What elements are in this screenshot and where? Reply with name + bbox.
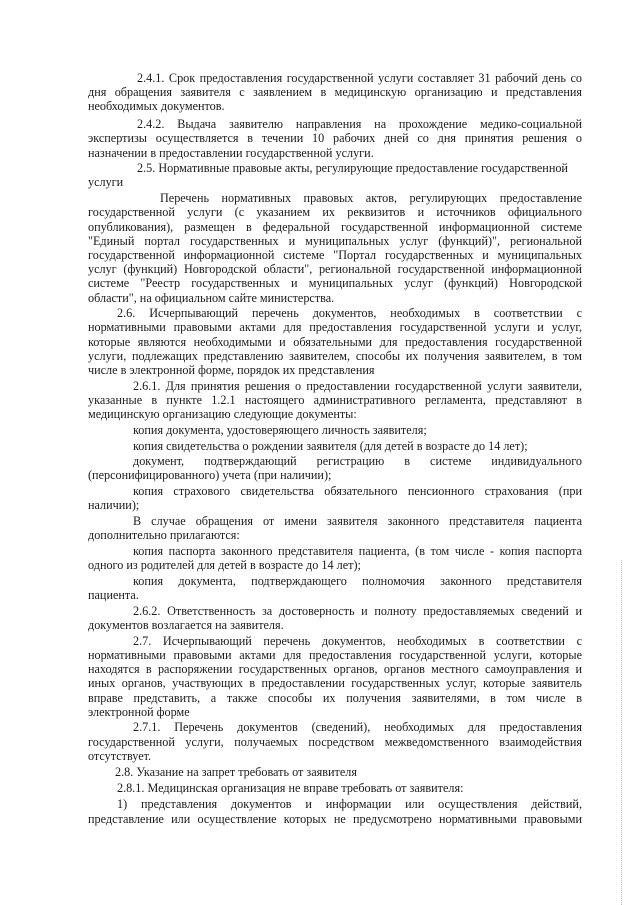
text-line: области", на официальном сайте министерства. xyxy=(88,290,335,305)
text-line: указанные в пункте 1.2.1 настоящего административного регламента, представляют в xyxy=(88,392,582,407)
text-line: 2.8. Указание на запрет требовать от заявителя xyxy=(115,765,357,780)
paragraph-legal-representative xyxy=(88,514,582,542)
scan-edge-artifact xyxy=(621,560,622,905)
text-line: опубликования), размещен в федеральной государственной информационной системе xyxy=(88,219,582,234)
paragraph-2-4-2 xyxy=(88,117,582,160)
text-line: представление или осуществление которых не предусмотрено нормативными правовыми xyxy=(88,811,582,826)
text-line: 2.5. Нормативные правовые акты, регулирующие предоставление государственной xyxy=(137,161,568,176)
list-item-representative-passport xyxy=(88,544,582,572)
text-line: 2.4.1. Срок предоставления государственной услуги составляет 31 рабочий день со xyxy=(137,71,582,85)
text-line: нормативными правовыми актами для предоставления государственной услуги и услуг, xyxy=(88,320,582,335)
paragraph-2-8-1 xyxy=(88,781,582,795)
text-line: экспертизы осуществляется в течении 10 рабочих дней со дня принятия решения о xyxy=(88,131,582,146)
text-line: иных органов, участвующих в предоставлении государственных услуг, которые заявитель xyxy=(88,676,582,691)
text-line: отсутствует. xyxy=(88,748,152,763)
text-line: числе в электронной форме, порядок их представления xyxy=(88,363,375,378)
text-line: государственной услуги, получаемых посредством межведомственного взаимодействия xyxy=(88,734,582,749)
text-line: дня обращения заявителя с заявлением в медицинскую организацию и представления xyxy=(88,85,582,100)
text-line: копия свидетельства о рождении заявителя (для детей в возрасте до 14 лет); xyxy=(133,438,528,453)
text-line: нормативными правовыми актами для предоставления государственной услуги, которые xyxy=(88,647,582,662)
text-line: пациента. xyxy=(88,588,139,603)
text-line: 2.7.1. Перечень документов (сведений), необходимых для предоставления xyxy=(133,720,582,735)
heading-2-6 xyxy=(88,306,582,377)
heading-2-7 xyxy=(88,634,582,719)
heading-2-8 xyxy=(88,765,582,779)
text-line: государственной услуги (с указанием их реквизитов и источников официального xyxy=(88,205,582,220)
text-line: (персонифицированного) учета (при наличии); xyxy=(88,468,332,483)
list-item-pension-insurance-certificate xyxy=(88,484,582,512)
text-line: документ, подтверждающий регистрацию в системе индивидуального xyxy=(133,454,582,469)
paragraph-2-6-2 xyxy=(88,604,582,632)
text-line: вправе представить, а также способы их получения заявителями, в том числе в xyxy=(88,690,582,705)
text-line: услуг (функций) Новгородской области", региональной государственной информационной xyxy=(88,262,582,277)
paragraph-2-6-1 xyxy=(88,379,582,422)
text-line: электронной форме xyxy=(88,704,190,719)
text-line: наличии); xyxy=(88,498,140,513)
document-body xyxy=(88,71,582,827)
list-item-personal-account-registration xyxy=(88,454,582,482)
text-line: одного из родителей для детей в возрасте до 14 лет); xyxy=(88,558,361,573)
paragraph-2-7-1 xyxy=(88,720,582,763)
text-line: 2.6.1. Для принятия решения о предоставлении государственной услуги заявители, xyxy=(133,378,582,393)
text-line: которые являются необходимыми и обязательными для предоставления государственной xyxy=(88,334,582,349)
list-item-representative-authority-document xyxy=(88,574,582,602)
heading-2-5 xyxy=(88,161,582,189)
list-item-1 xyxy=(88,797,582,825)
text-line: Перечень нормативных правовых актов, регулирующих предоставление xyxy=(160,191,582,206)
text-line: назначении в предоставлении государственной услуги. xyxy=(88,145,374,160)
text-line: государственной информационной системе "Портал государственных и муниципальных xyxy=(88,247,582,262)
text-line: необходимых документов. xyxy=(88,99,225,114)
text-line: копия документа, удостоверяющего личность заявителя; xyxy=(133,422,427,437)
text-line: системе "Реестр государственных и муниципальных услуг (функций) Новгородской xyxy=(88,276,582,291)
text-line: медицинскую организацию следующие документы: xyxy=(88,407,357,422)
text-line: услуги, подлежащих представлению заявителем, способы их получения заявителем, в том xyxy=(88,348,582,363)
text-line: копия паспорта законного представителя пациента, (в том числе - копия паспорта xyxy=(133,544,582,558)
text-line: "Единый портал государственных и муниципальных услуг (функций)", региональной xyxy=(88,233,582,248)
text-line: услуги xyxy=(88,175,124,190)
text-line: находятся в распоряжении государственных органов, органов местного самоуправления и xyxy=(88,662,582,677)
text-line: 2.6. Исчерпывающий перечень документов, необходимых в соответствии с xyxy=(117,306,582,321)
text-line: 1) представления документов и информации или осуществления действий, xyxy=(117,797,582,812)
list-item-birth-certificate xyxy=(88,439,582,453)
text-line: 2.6.2. Ответственность за достоверность и полноту предоставляемых сведений и xyxy=(133,603,582,618)
text-line: дополнительно прилагаются: xyxy=(88,528,240,543)
paragraph-2-4-1 xyxy=(88,71,582,114)
list-item-identity-document xyxy=(88,423,582,437)
text-line: документов возлагается на заявителя. xyxy=(88,618,284,633)
text-line: копия страхового свидетельства обязательного пенсионного страхования (при xyxy=(133,484,582,499)
text-line: В случае обращения от имени заявителя законного представителя пациента xyxy=(133,514,582,529)
text-line: 2.7. Исчерпывающий перечень документов, необходимых в соответствии с xyxy=(133,633,582,648)
text-line: 2.4.2. Выдача заявителю направления на прохождение медико-социальной xyxy=(137,117,582,132)
paragraph-normative-acts-list xyxy=(88,191,582,305)
text-line: 2.8.1. Медицинская организация не вправе требовать от заявителя: xyxy=(117,781,464,796)
text-line: копия документа, подтверждающего полномочия законного представителя xyxy=(133,573,582,588)
